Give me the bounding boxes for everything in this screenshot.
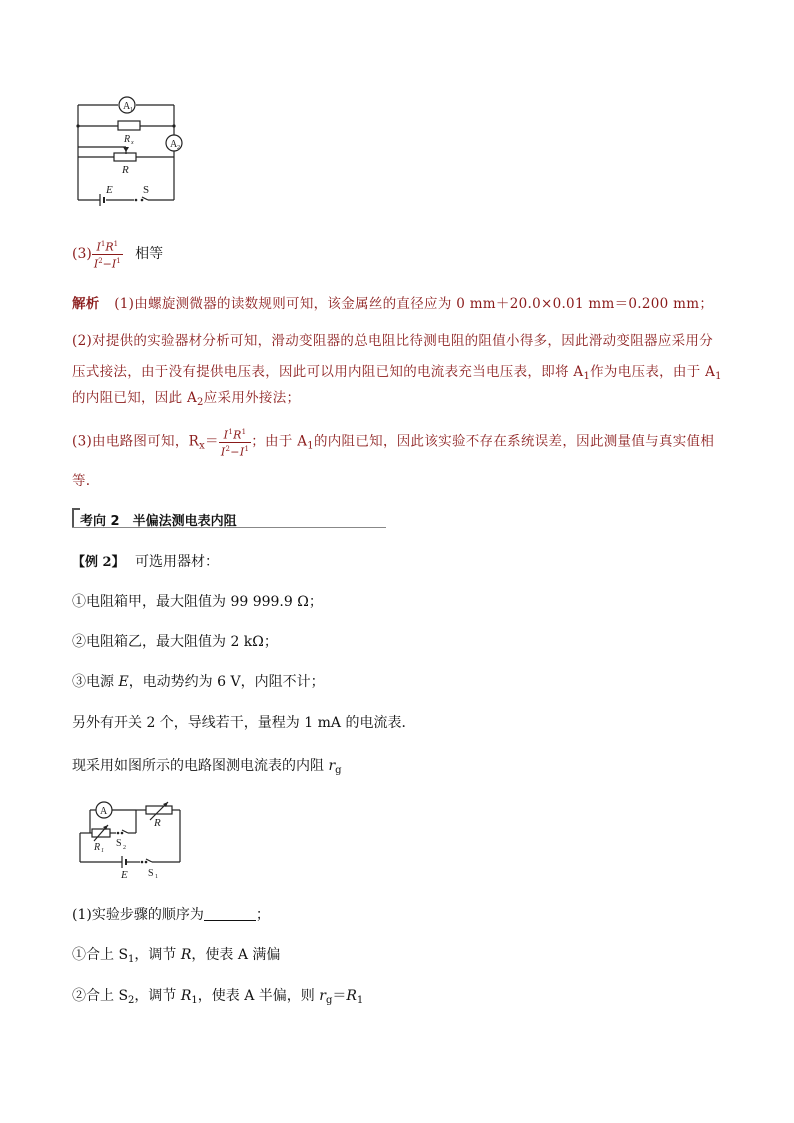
example2-label: 【例 2】: [72, 555, 125, 570]
solution-p1: 解析 (1)由螺旋测微器的读数规则可知，该金属丝的直径应为 0 mm＋20.0×0.01 mm＝0.200 mm；: [72, 296, 714, 312]
answer-blank[interactable]: [204, 908, 256, 921]
example2-desc: 现采用如图所示的电路图测电流表的内阻 $r_g$: [72, 758, 342, 776]
question-1: (1)实验步骤的顺序为 ；: [72, 907, 270, 923]
solution-p3: (3)由电路图可知，$R_x=$ $\frac{I^1R^1}{I^2-I^1}$ ；由于 $A_1$的内阻已知，因此该实验不存在系统误差，因此测量值与真实值相: [72, 428, 715, 459]
a-label: A: [100, 806, 108, 817]
step-1: ①合上 $S_1$，调节 R，使表 A 满偏: [72, 947, 281, 965]
solution-p2-line2: 压式接法，由于没有提供电压表，因此可以用内阻已知的电流表充当电压表，即将 $A_1$作为电压表，由于 $A_1$: [72, 364, 722, 382]
circuit-diagram-2: [74, 796, 189, 882]
r-label-2: R: [154, 817, 161, 829]
svg-text:2: 2: [123, 845, 126, 851]
section-header: [72, 508, 386, 530]
r-label: R: [122, 164, 129, 176]
solution-p2-line3: 的内阻已知，因此 $A_2$应采用外接法；: [72, 390, 301, 408]
svg-text:x: x: [131, 140, 134, 146]
circuit-diagram-1: [70, 90, 190, 210]
example2-item2: ②电阻箱乙，最大阻值为 2 kΩ；: [72, 634, 278, 650]
svg-text:1: 1: [101, 848, 104, 854]
solution-p2-line1: (2)对提供的实验器材分析可知，滑动变阻器的总电阻比待测电阻的阻值小得多，因此滑动变阻器应采用分: [72, 333, 714, 349]
answer-3: (3) $\frac{I^1R^1}{I^2-I^1}$ 相等: [72, 240, 164, 271]
e-label: E: [106, 184, 113, 196]
example2-extra: 另外有开关 2 个，导线若干，量程为 1 mA 的电流表．: [72, 715, 416, 731]
example2-item3: ③电源 E，电动势约为 6 V，内阻不计；: [72, 674, 325, 690]
section-title: 考向 2 半偏法测电表内阻: [80, 514, 237, 529]
s1-label: S: [148, 868, 154, 879]
answer-fraction: $\frac{I^1R^1}{I^2-I^1}$: [93, 240, 121, 271]
example2-intro: 【例 2】 可选用器材：: [72, 554, 220, 570]
a2-label: A: [170, 139, 178, 150]
s-label: S: [143, 184, 150, 196]
svg-text:2: 2: [177, 145, 180, 151]
r1-label: R: [94, 842, 101, 853]
example2-item1: ①电阻箱甲，最大阻值为 99 999.9 Ω；: [72, 594, 323, 610]
step-2: ②合上 $S_2$，调节 $R_1$，使表 A 半偏，则 $r_g=R_1$: [72, 988, 364, 1006]
a1-label: A: [123, 101, 131, 112]
s2-label: S: [116, 838, 122, 849]
svg-text:1: 1: [130, 107, 133, 113]
e-label-2: E: [121, 869, 128, 881]
solution-label: 解析: [72, 296, 100, 312]
rx-label: R: [124, 134, 131, 145]
svg-text:1: 1: [155, 874, 158, 880]
solution-fraction: $\frac{I^1R^1}{I^2-I^1}$: [220, 428, 250, 459]
solution-p3-line2: 等.: [72, 473, 91, 489]
